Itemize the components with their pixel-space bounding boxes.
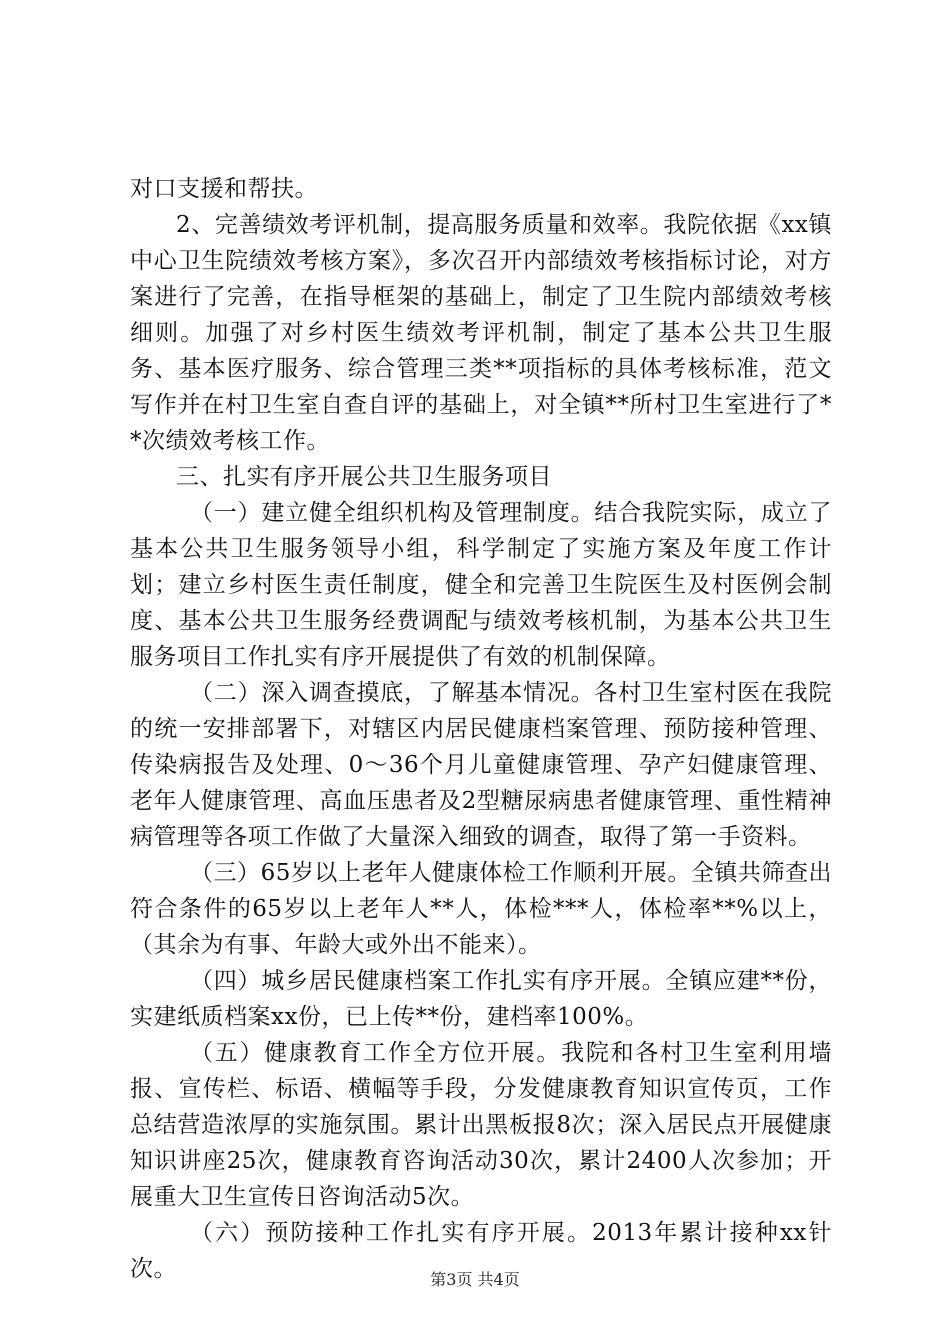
- page-number-footer: 第3页 共4页: [430, 1270, 520, 1289]
- paragraph-elderly-checkup: （三）65岁以上老年人健康体检工作顺利开展。全镇共筛查出符合条件的65岁以上老年人**人，体检***人，体检率**%以上，（其余为有事、年龄大或外出不能来）。: [130, 860, 832, 958]
- document-body: [130, 171, 832, 1287]
- paragraph-vaccination: （六）预防接种工作扎实有序开展。2013年累计接种xx针次。: [130, 1220, 832, 1282]
- section-heading-public-health: 三、扎实有序开展公共卫生服务项目: [176, 464, 552, 490]
- paragraph-performance-mechanism: 2、完善绩效考评机制，提高服务质量和效率。我院依据《xx镇中心卫生院绩效考核方案》，多次召开内部绩效考核指标讨论，对方案进行了完善，在指导框架的基础上，制定了卫生院内部绩效考核细则。加强了对乡村医生绩效考评机制，制定了基本公共卫生服务、基本医疗服务、综合管理三类**项指标的具体考核标准，范文写作并在村卫生室自查自评的基础上，对全镇**所村卫生室进行了**次绩效考核工作。: [130, 212, 832, 454]
- paragraph-health-education: （五）健康教育工作全方位开展。我院和各村卫生室利用墙报、宣传栏、标语、横幅等手段，分发健康教育知识宣传页，工作总结营造浓厚的实施氛围。累计出黑板报8次；深入居民点开展健康知识讲座25次，健康教育咨询活动30次，累计2400人次参加；开展重大卫生宣传日咨询活动5次。: [130, 1040, 832, 1210]
- paragraph-continuation: 对口支援和帮扶。: [130, 176, 318, 202]
- paragraph-health-records: （四）城乡居民健康档案工作扎实有序开展。全镇应建**份，实建纸质档案xx份，已上传**份，建档率100%。: [130, 968, 832, 1030]
- paragraph-organization: （一）建立健全组织机构及管理制度。结合我院实际，成立了基本公共卫生服务领导小组，科学制定了实施方案及年度工作计划；建立乡村医生责任制度，健全和完善卫生院医生及村医例会制度、基本公共卫生服务经费调配与绩效考核机制，为基本公共卫生服务项目工作扎实有序开展提供了有效的机制保障。: [130, 500, 832, 670]
- paragraph-survey: （二）深入调查摸底，了解基本情况。各村卫生室村医在我院的统一安排部署下，对辖区内居民健康档案管理、预防接种管理、传染病报告及处理、0～36个月儿童健康管理、孕产妇健康管理、老年人健康管理、高血压患者及2型糖尿病患者健康管理、重性精神病管理等各项工作做了大量深入细致的调查，取得了第一手资料。: [130, 680, 832, 850]
